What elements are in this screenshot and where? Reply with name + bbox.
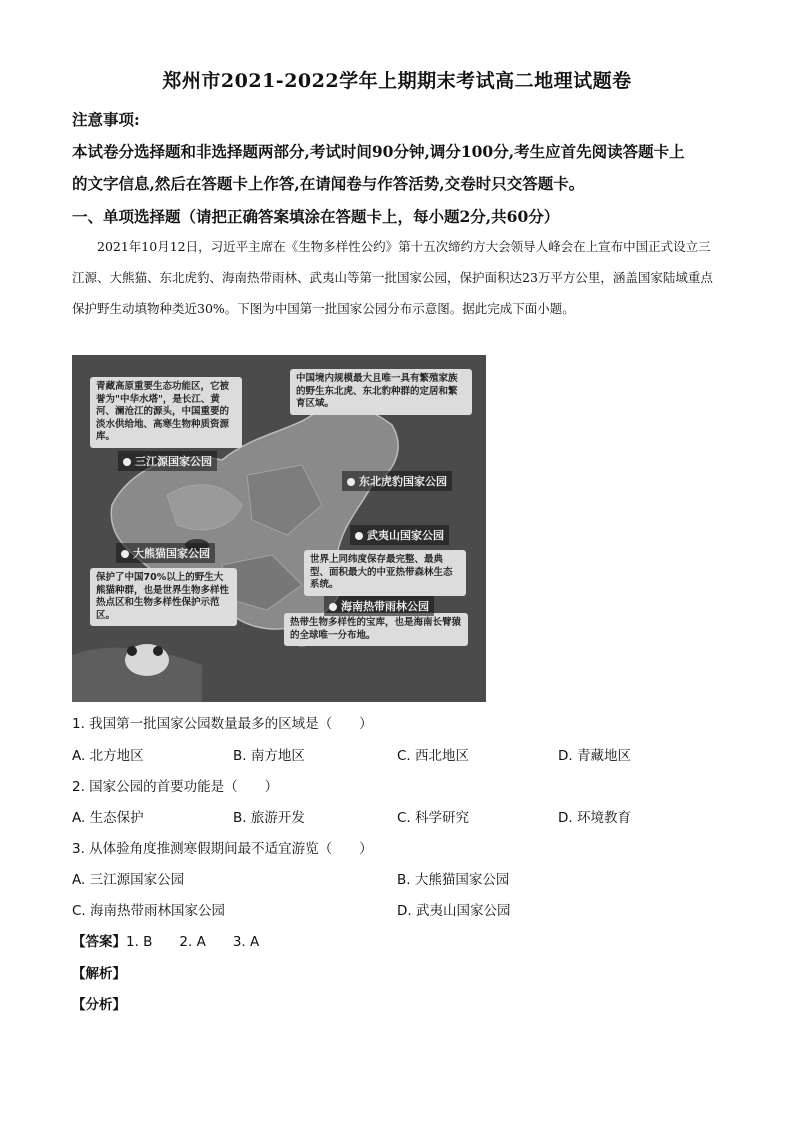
answer-values: 1. B 2. A 3. A: [126, 934, 260, 950]
park-marker-icon: [347, 478, 355, 486]
sanjiangyuan-label: [118, 451, 217, 471]
park-marker-icon: [329, 603, 337, 611]
panda-label-text: 大熊猫国家公园: [133, 547, 210, 560]
park-marker-icon: [123, 458, 131, 466]
hainan-label: [324, 596, 434, 616]
park-marker-icon: [355, 532, 363, 540]
answer-label: 【答案】: [72, 934, 126, 950]
wuyi-label-text: 武夷山国家公园: [367, 529, 444, 542]
northeast-info-box: 中国境内规模最大且唯一具有繁殖家族的野生东北虎、东北豹种群的定居和繁育区域。: [290, 369, 472, 415]
question-1-stem: 1. 我国第一批国家公园数量最多的区域是（ ）: [72, 716, 373, 732]
hainan-label-text: 海南热带雨林公园: [341, 600, 429, 613]
q1-option-a: A. 北方地区: [72, 748, 144, 764]
q1-option-b: B. 南方地区: [233, 748, 305, 764]
notice-heading: 注意事项:: [72, 110, 140, 129]
intro-text: 2021年10月12日，习近平主席在《生物多样性公约》第十五次缔约方大会领导人峰会在上宣布中国正式设立三江源、大熊猫、东北虎豹、海南热带雨林、武夷山等第一批国家公园，保护面积达23万平方公里，涵盖国家陆域重点保护野生动填物种类近30%。下图为中国第一批国家公园分布示意图。据此完成下面小题。: [72, 239, 713, 316]
q3-option-c: C. 海南热带雨林国家公园: [72, 903, 226, 919]
q3-option-b: B. 大熊猫国家公园: [397, 872, 510, 888]
sanjiangyuan-label-text: 三江源国家公园: [135, 455, 212, 468]
q1-option-d: D. 青藏地区: [558, 748, 631, 764]
q3-option-d: D. 武夷山国家公园: [397, 903, 511, 919]
section-heading: 一、单项选择题（请把正确答案填涂在答题卡上，每小题2分,共60分）: [72, 207, 560, 226]
panda-info-box: 保护了中国70%以上的野生大熊猫种群，也是世界生物多样性热点区和生物多样性保护示范区。: [90, 568, 237, 626]
page-title: 郑州市2021-2022学年上期期末考试高二地理试题卷: [162, 70, 632, 92]
qinghai-info-box: 青藏高原重要生态功能区，它被誉为"中华水塔"，是长江、黄河、澜沧江的源头，中国重要的淡水供给地、高寒生物种质资源库。: [90, 377, 242, 448]
q2-option-b: B. 旅游开发: [233, 810, 305, 826]
northeast-label: [342, 471, 452, 491]
national-parks-map: [72, 355, 486, 702]
notice-line-2: 的文字信息,然后在答题卡上作答,在请闻卷与作答活势,交卷时只交答题卡。: [72, 174, 585, 193]
question-2-stem: 2. 国家公园的首要功能是（ ）: [72, 779, 279, 795]
question-3-stem: 3. 从体验角度推测寒假期间最不适宜游览（ ）: [72, 841, 373, 857]
panda-label: [116, 543, 215, 563]
northeast-label-text: 东北虎豹国家公园: [359, 475, 447, 488]
q2-option-d: D. 环境教育: [558, 810, 631, 826]
park-marker-icon: [121, 550, 129, 558]
q2-option-c: C. 科学研究: [397, 810, 470, 826]
fenxi-label: 【分析】: [72, 997, 126, 1013]
q1-option-c: C. 西北地区: [397, 748, 470, 764]
answer-line: [72, 930, 259, 950]
q3-option-a: A. 三江源国家公园: [72, 872, 185, 888]
hainan-info-box: 热带生物多样性的宝库，也是海南长臂猿的全球唯一分布地。: [284, 613, 468, 646]
intro-paragraph: [72, 231, 722, 324]
analysis-label: 【解析】: [72, 966, 126, 982]
wuyi-label: [350, 525, 449, 545]
wuyi-info-box: 世界上同纬度保存最完整、最典型、面积最大的中亚热带森林生态系统。: [304, 550, 466, 596]
q2-option-a: A. 生态保护: [72, 810, 144, 826]
notice-line-1: 本试卷分选择题和非选择题两部分,考试时间90分钟,调分100分,考生应首先阅读答题卡上: [72, 142, 685, 161]
